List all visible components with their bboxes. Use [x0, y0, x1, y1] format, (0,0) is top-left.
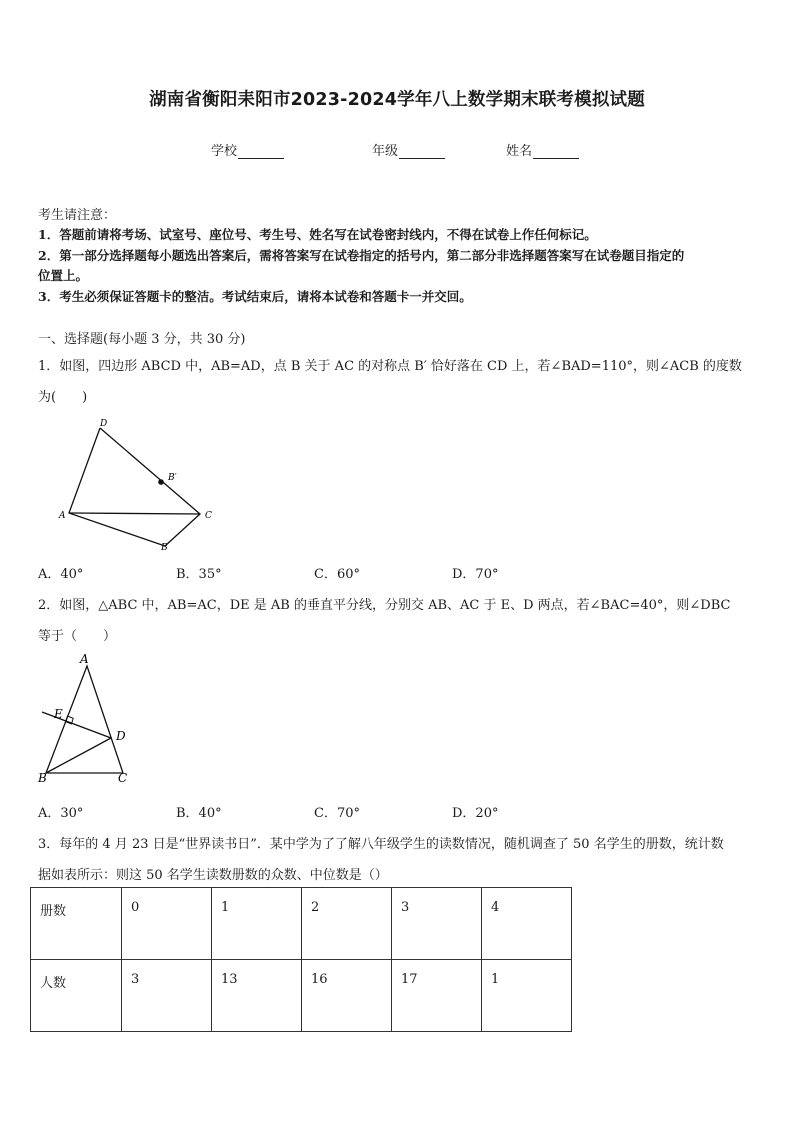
q2-option-c[interactable]: C．70°	[314, 806, 360, 821]
q1-label-a: A	[59, 511, 66, 521]
q3-row-label: 人数	[31, 960, 122, 1032]
notice-item-1: 1．答题前请将考场、试室号、座位号、考生号、姓名写在试卷密封线内，不得在试卷上作任何标记。	[38, 227, 597, 242]
school-label: 学校	[211, 144, 238, 159]
q2-option-a[interactable]: A．30°	[38, 806, 84, 821]
q2-option-b[interactable]: B．40°	[176, 806, 222, 821]
q1-label-b: B	[161, 543, 168, 553]
notice-item-3: 3．考生必须保证答题卡的整洁。考试结束后，请将本试卷和答题卡一并交回。	[38, 289, 472, 304]
name-label: 姓名	[506, 144, 533, 159]
q1-text-line-1: 1．如图，四边形 ABCD 中，AB=AD，点 B 关于 AC 的对称点 B′ 恰好落在 CD 上，若∠BAD=110°，则∠ACB 的度数	[38, 359, 742, 374]
q3-header-label: 册数	[31, 888, 122, 960]
q1-text-line-2: 为( )	[38, 390, 88, 405]
q1-label-d: D	[100, 419, 108, 429]
q3-table	[30, 887, 572, 1032]
q1-point-b-prime	[158, 479, 164, 485]
q3-row-value: 1	[482, 960, 572, 1032]
q2-segment-bd	[46, 738, 111, 773]
notice-item-2-line-2: 位置上。	[38, 268, 89, 283]
q3-header-value: 4	[482, 888, 572, 960]
q3-text-line-1: 3．每年的 4 月 23 日是“世界读书日”．某中学为了了解八年级学生的读数情况，随机调查了 50 名学生的册数，统计数	[38, 837, 724, 852]
q2-bisector-de	[42, 712, 111, 738]
q2-label-c: C	[118, 771, 128, 785]
q2-label-a: A	[80, 652, 89, 666]
q3-header-value: 1	[212, 888, 302, 960]
q3-header-value: 0	[122, 888, 212, 960]
q3-row-value: 16	[302, 960, 392, 1032]
notice-item-2-line-1: 2．第一部分选择题每小题选出答案后，需将答案写在试卷指定的括号内，第二部分非选择题答案写在试卷题目指定的	[38, 248, 685, 263]
q1-quadrilateral	[69, 428, 200, 546]
q1-label-b-prime: B′	[168, 473, 177, 483]
grade-label: 年级	[372, 144, 399, 159]
q2-figure	[30, 648, 140, 788]
q3-text-line-2: 据如表所示：则这 50 名学生读数册数的众数、中位数是（）	[38, 868, 388, 883]
section-1-heading: 一、选择题(每小题 3 分，共 30 分)	[38, 332, 246, 347]
q2-label-e: E	[54, 707, 63, 721]
grade-blank[interactable]	[399, 144, 445, 159]
q1-figure	[50, 410, 230, 560]
name-blank[interactable]	[533, 144, 579, 159]
q1-option-d[interactable]: D．70°	[452, 567, 499, 582]
q2-text-line-2: 等于（ ）	[38, 629, 117, 644]
notice-heading: 考生请注意：	[38, 208, 117, 223]
grade-field	[372, 140, 445, 159]
page-title: 湖南省衡阳耒阳市2023-2024学年八上数学期末联考模拟试题	[149, 90, 645, 110]
table-row	[31, 960, 572, 1032]
q3-header-value: 3	[392, 888, 482, 960]
q1-option-c[interactable]: C．60°	[314, 567, 360, 582]
q3-row-value: 3	[122, 960, 212, 1032]
name-field	[506, 140, 579, 159]
q3-row-value: 13	[212, 960, 302, 1032]
q2-label-b: B	[38, 771, 47, 785]
table-row	[31, 888, 572, 960]
q1-option-a[interactable]: A．40°	[38, 567, 84, 582]
q3-row-value: 17	[392, 960, 482, 1032]
q2-text-line-1: 2．如图，△ABC 中，AB=AC，DE 是 AB 的垂直平分线，分别交 AB、AC 于 E、D 两点，若∠BAC=40°，则∠DBC	[38, 598, 731, 613]
q2-option-d[interactable]: D．20°	[452, 806, 499, 821]
school-blank[interactable]	[238, 144, 284, 159]
q1-diagonal-ac	[69, 513, 200, 514]
q2-label-d: D	[116, 729, 126, 743]
school-field	[211, 140, 284, 159]
q1-option-b[interactable]: B．35°	[176, 567, 222, 582]
q3-header-value: 2	[302, 888, 392, 960]
q1-label-c: C	[205, 511, 212, 521]
